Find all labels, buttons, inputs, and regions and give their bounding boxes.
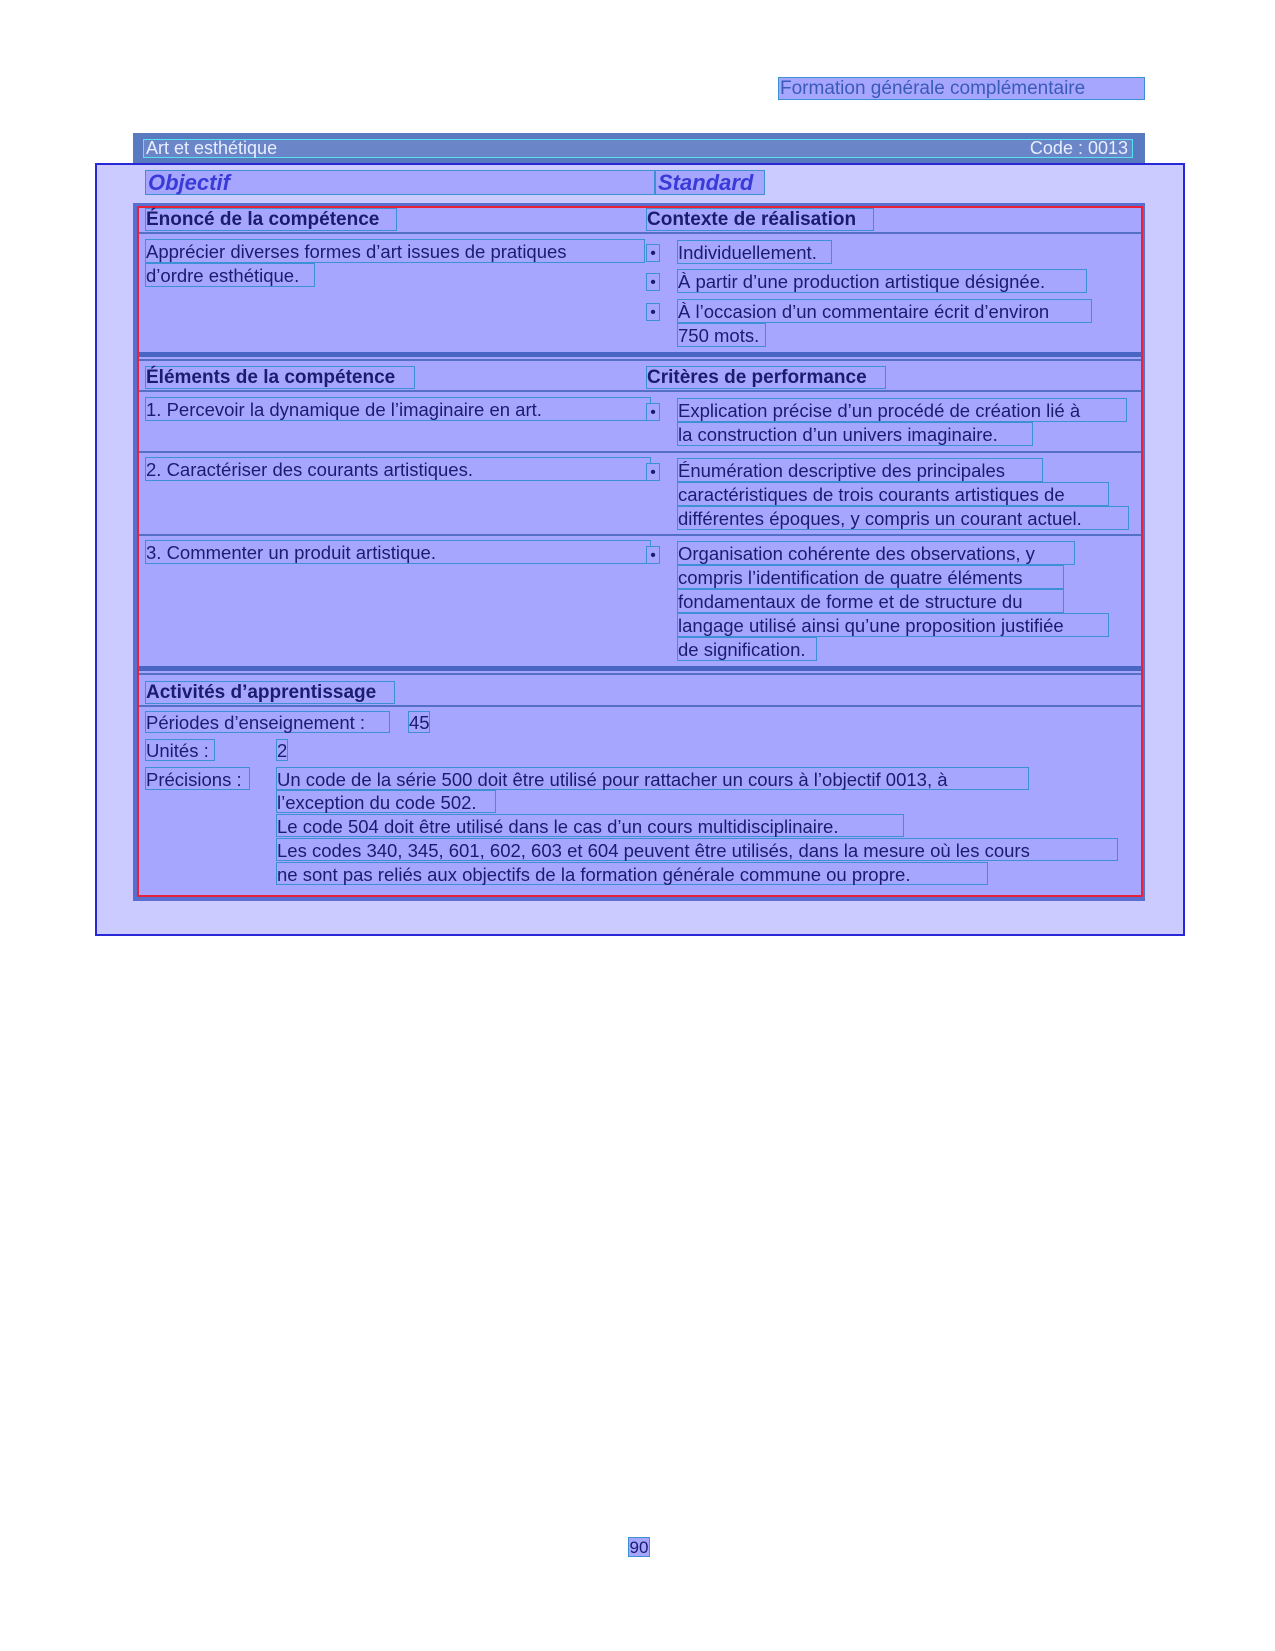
context-item: Individuellement.	[677, 240, 832, 264]
bullet-icon: •	[646, 303, 660, 321]
element-item: 2. Caractériser des courants artistiques.	[145, 457, 651, 481]
criterion-line: Organisation cohérente des observations, y	[677, 541, 1075, 565]
activities-heading: Activités d’apprentissage	[145, 681, 395, 704]
element-item: 3. Commenter un produit artistique.	[145, 540, 651, 564]
course-code: Code : 0013	[1029, 138, 1128, 158]
criterion-line: fondamentaux de forme et de structure du	[677, 589, 1064, 613]
criterion-line: Énumération descriptive des principales	[677, 458, 1043, 482]
divider	[139, 705, 1141, 707]
standard-heading: Standard	[655, 170, 765, 195]
statement-line: Apprécier diverses formes d’art issues de pratiques	[145, 239, 645, 263]
precisions-label: Précisions :	[145, 767, 250, 790]
context-item: À partir d’une production artistique désignée.	[677, 269, 1087, 293]
precision-line: Les codes 340, 345, 601, 602, 603 et 604 peuvent être utilisés, dans la mesure où les cours	[276, 838, 1118, 861]
divider	[139, 534, 1141, 536]
precision-line: Le code 504 doit être utilisé dans le cas d’un cours multidisciplinaire.	[276, 814, 904, 837]
criterion-line: langage utilisé ainsi qu’une proposition justifiée	[677, 613, 1109, 637]
criterion-line: la construction d’un univers imaginaire.	[677, 422, 1033, 446]
section-divider	[139, 352, 1141, 357]
objectif-heading: Objectif	[145, 170, 655, 195]
criterion-line: compris l’identification de quatre éléments	[677, 565, 1064, 589]
subject-title: Art et esthétique	[146, 138, 278, 158]
document-header: Formation générale complémentaire	[778, 77, 1145, 100]
criterion-line: caractéristiques de trois courants artistiques de	[677, 482, 1109, 506]
divider	[139, 359, 1141, 361]
bullet-icon: •	[646, 244, 660, 262]
page-number: 90	[629, 1538, 649, 1557]
precision-line: l’exception du code 502.	[276, 790, 496, 813]
bullet-icon: •	[646, 273, 660, 291]
context-item: 750 mots.	[677, 323, 766, 347]
element-item: 1. Percevoir la dynamique de l’imaginaire en art.	[145, 397, 651, 421]
bullet-icon: •	[646, 546, 660, 564]
section-divider	[139, 666, 1141, 671]
criterion-line: de signification.	[677, 637, 817, 661]
divider	[139, 673, 1141, 675]
units-label: Unités :	[145, 739, 215, 761]
precision-line: Un code de la série 500 doit être utilisé pour rattacher un cours à l’objectif 0013, à	[276, 767, 1029, 790]
criterion-line: différentes époques, y compris un courant actuel.	[677, 506, 1129, 530]
context-item: À l’occasion d’un commentaire écrit d’environ	[677, 299, 1092, 323]
context-heading: Contexte de réalisation	[646, 208, 874, 231]
criteria-heading: Critères de performance	[646, 366, 886, 389]
criterion-line: Explication précise d’un procédé de création lié à	[677, 398, 1127, 422]
bullet-icon: •	[646, 403, 660, 421]
periods-label: Périodes d’enseignement :	[145, 711, 390, 733]
divider	[139, 390, 1141, 392]
divider	[139, 451, 1141, 453]
elements-heading: Éléments de la compétence	[145, 366, 415, 389]
statement-heading: Énoncé de la compétence	[145, 208, 397, 231]
units-value: 2	[277, 740, 288, 761]
title-bar	[133, 133, 1145, 163]
periods-value: 45	[409, 712, 430, 733]
bullet-icon: •	[646, 463, 660, 481]
precision-line: ne sont pas reliés aux objectifs de la formation générale commune ou propre.	[276, 862, 988, 885]
divider	[139, 232, 1141, 234]
statement-line: d’ordre esthétique.	[145, 263, 315, 287]
